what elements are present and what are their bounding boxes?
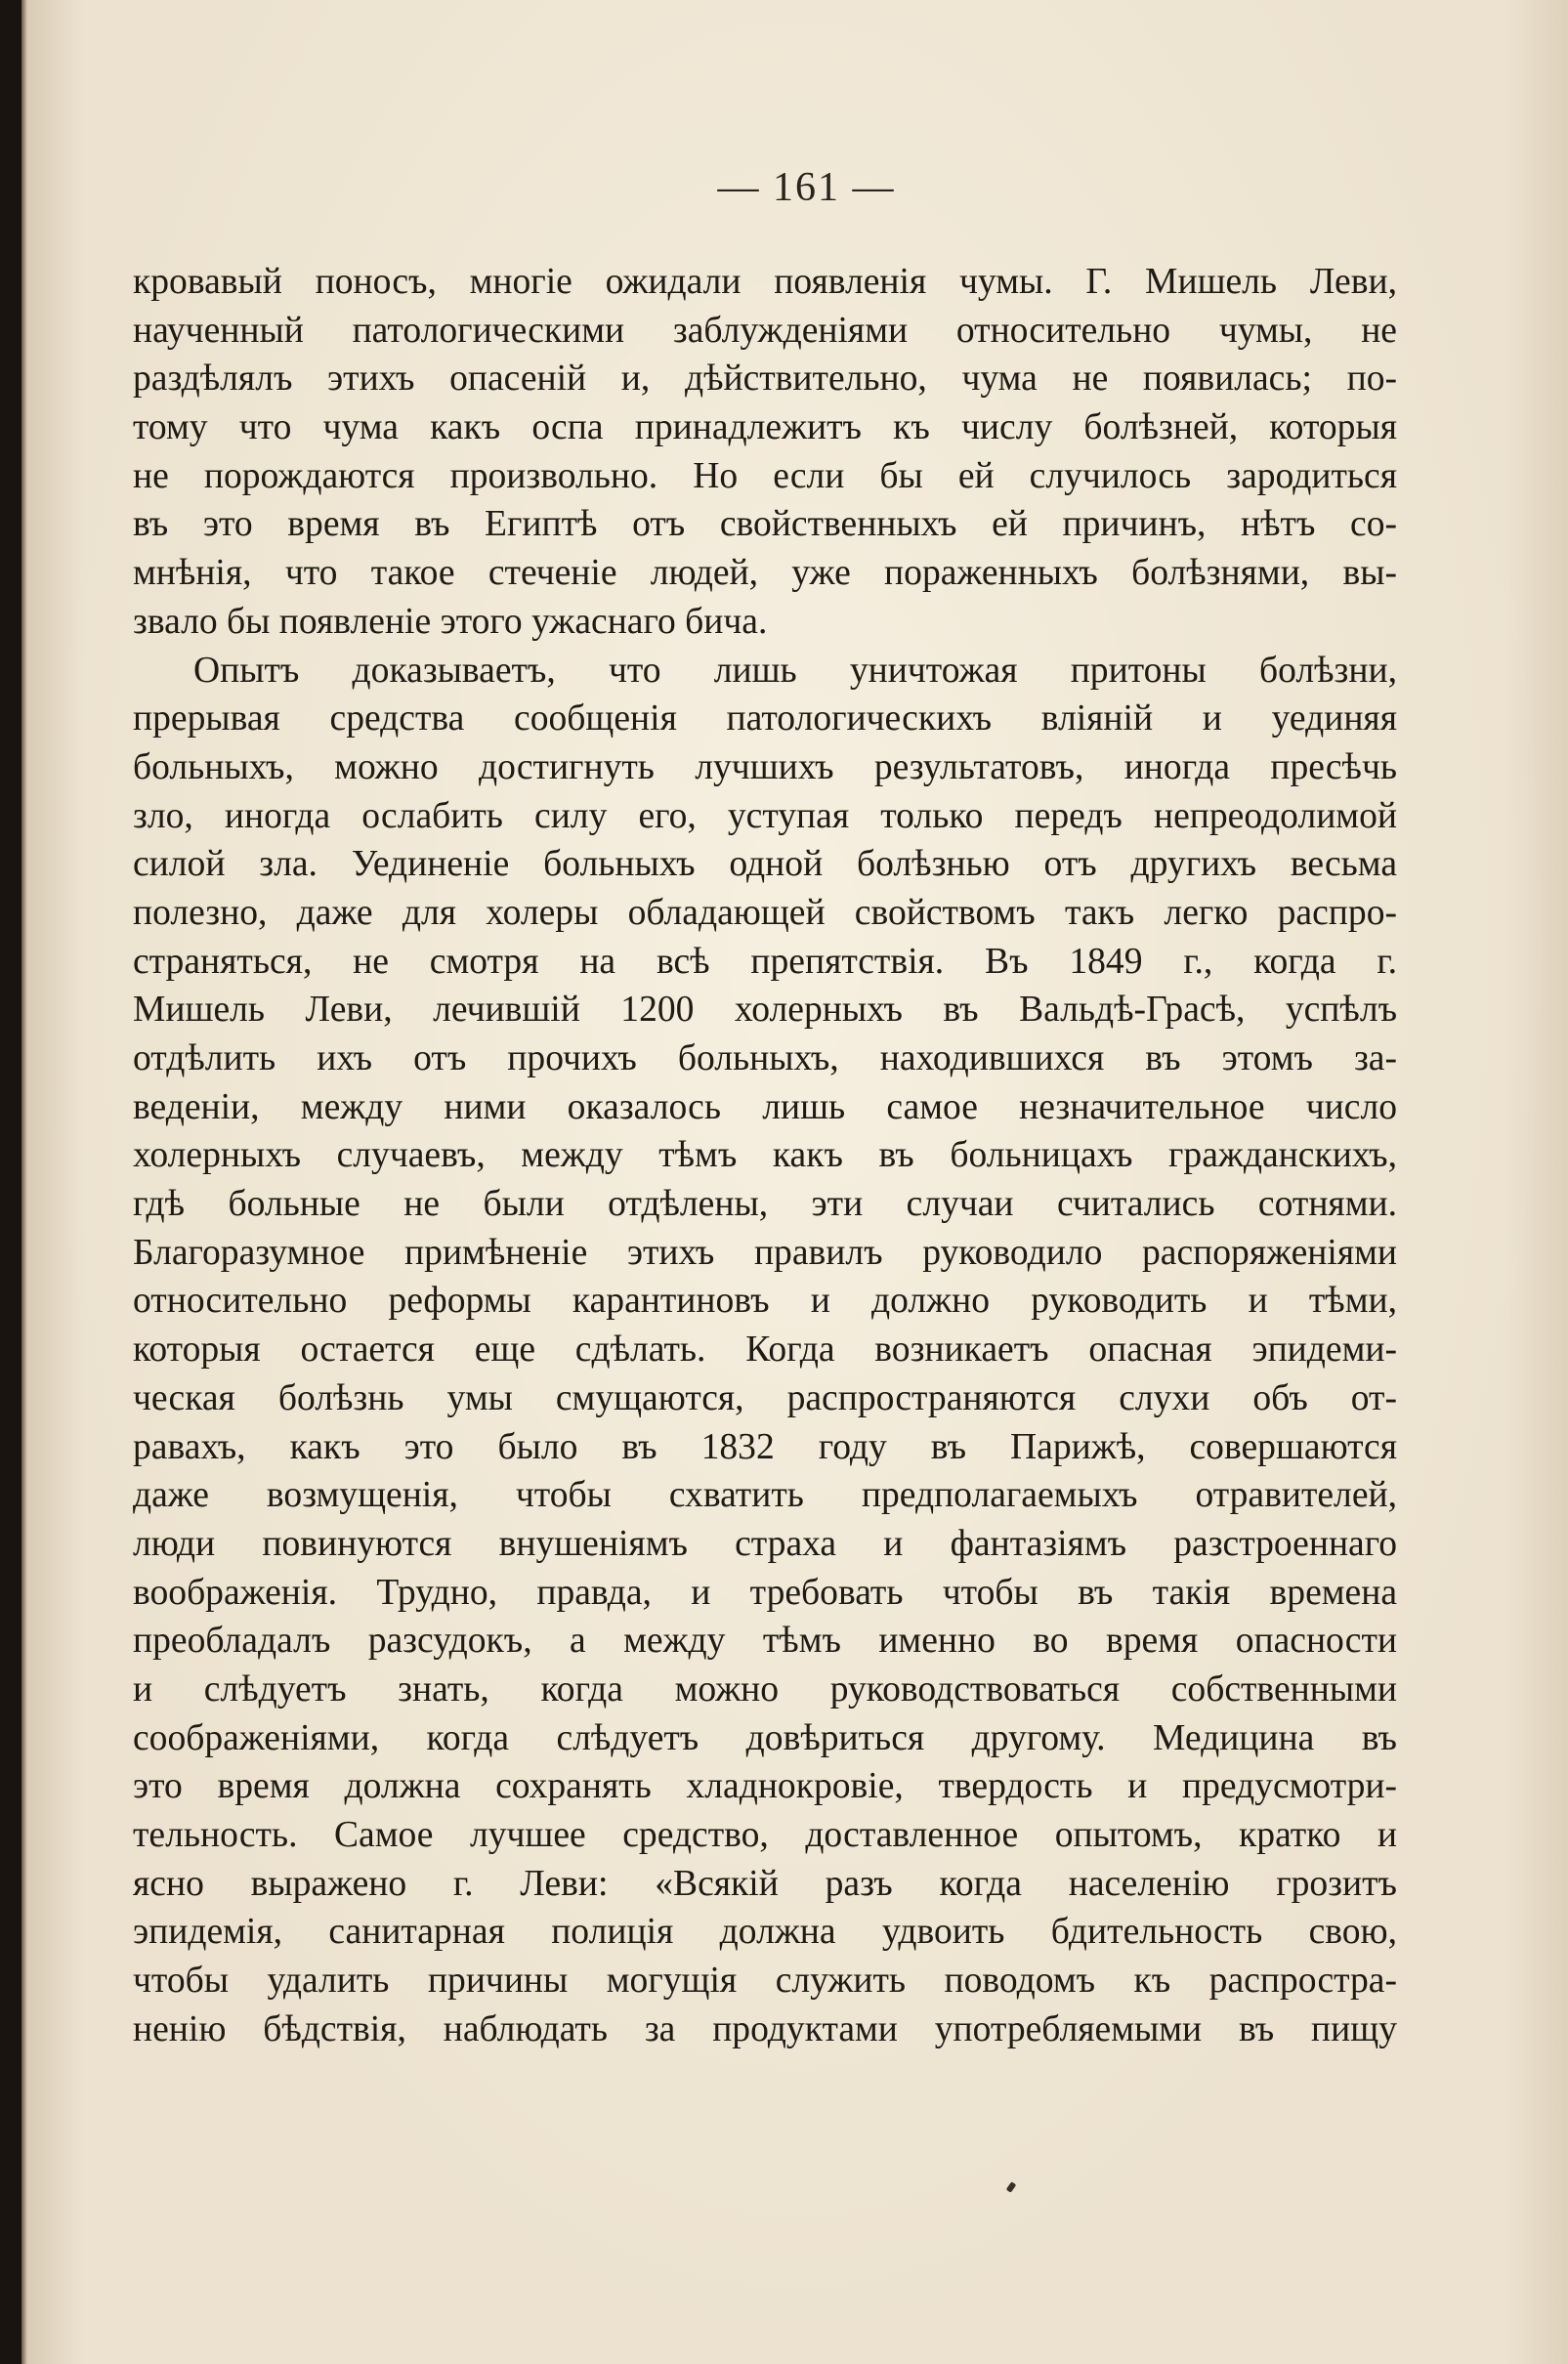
text-line: прерывая средства сообщенія патологическихъ вліяній и уединяя [133,698,1397,739]
text-line: эпидемія, санитарная полиція должна удвоить бдительность свою, [133,1912,1397,1953]
text-line: страняться, не смотря на всѣ препятствія. Въ 1849 г., когда г. [133,941,1397,982]
text-line: полезно, даже для холеры обладающей свойствомъ такъ легко распро- [133,892,1397,933]
text-line: кровавый поносъ, многіе ожидали появленія чумы. Г. Мишель Леви, [133,262,1397,302]
text-line: воображенія. Трудно, правда, и требовать чтобы въ такія времена [133,1572,1397,1613]
text-line: ненію бѣдствія, наблюдать за продуктами употребляемыми въ пищу [133,2008,1397,2049]
text-line: ясно выражено г. Леви: «Всякій разъ когда населенію грозитъ [133,1863,1397,1904]
text-line: зло, иногда ослабить силу его, уступая только передъ непреодолимой [133,795,1397,836]
text-line: наученный патологическими заблужденіями относительно чумы, не [133,310,1397,351]
text-line: чтобы удалить причины могущія служить поводомъ къ распростра- [133,1961,1397,2002]
text-line: холерныхъ случаевъ, между тѣмъ какъ въ больницахъ гражданскихъ, [133,1135,1397,1176]
text-line: люди повинуются внушеніямъ страха и фантазіямъ разстроеннаго [133,1523,1397,1564]
text-line: звало бы появленіе этого ужаснаго бича. [133,601,768,642]
text-line: соображеніями, когда слѣдуетъ довѣриться другому. Медицина въ [133,1717,1397,1758]
text-line: веденіи, между ними оказалось лишь самое незначительное число [133,1086,1397,1127]
text-line: отдѣлить ихъ отъ прочихъ больныхъ, находившихся въ этомъ за- [133,1038,1397,1078]
page-number: — 161 — [717,165,896,210]
text-line: мнѣнія, что такое стеченіе людей, уже пораженныхъ болѣзнями, вы- [133,553,1397,594]
text-line: и слѣдуетъ знать, когда можно руководствоваться собственными [133,1668,1397,1710]
page-binding-edge [21,0,27,2364]
ink-speck [1006,2181,1017,2193]
text-line: Опытъ доказываетъ, что лишь уничтожая притоны болѣзни, [193,650,1397,691]
text-line: которыя остается еще сдѣлать. Когда возникаетъ опасная эпидеми- [133,1330,1397,1371]
text-line: больныхъ, можно достигнуть лучшихъ результатовъ, иногда пресѣчь [133,746,1397,787]
book-page [21,0,1568,2364]
text-line: раздѣлялъ этихъ опасеній и, дѣйствительно, чума не появилась; по- [133,359,1397,400]
text-line: тельность. Самое лучшее средство, доставленное опытомъ, кратко и [133,1815,1397,1855]
text-line: это время должна сохранять хладнокровіе, твердость и предусмотри- [133,1766,1397,1807]
text-line: относительно реформы карантиновъ и должно руководить и тѣми, [133,1281,1397,1322]
text-line: силой зла. Уединеніе больныхъ одной болѣзнью отъ другихъ весьма [133,844,1397,885]
text-line: преобладалъ разсудокъ, а между тѣмъ именно во время опасности [133,1621,1397,1662]
text-line: гдѣ больные не были отдѣлены, эти случаи считались сотнями. [133,1184,1397,1225]
body-text [133,258,1397,2053]
text-line: тому что чума какъ оспа принадлежитъ къ числу болѣзней, которыя [133,407,1397,448]
text-line: не порождаются произвольно. Но если бы ей случилось зародиться [133,455,1397,496]
text-line: въ это время въ Египтѣ отъ свойственныхъ ей причинъ, нѣтъ со- [133,504,1397,545]
text-line: даже возмущенія, чтобы схватить предполагаемыхъ отравителей, [133,1475,1397,1516]
text-line: равахъ, какъ это было въ 1832 году въ Парижѣ, совершаются [133,1426,1397,1467]
text-line: ческая болѣзнь умы смущаются, распространяются слухи объ от- [133,1377,1397,1418]
text-line: Благоразумное примѣненіе этихъ правилъ руководило распоряженіями [133,1232,1397,1273]
text-line: Мишель Леви, лечившій 1200 холерныхъ въ Вальдѣ-Грасѣ, успѣлъ [133,990,1397,1031]
